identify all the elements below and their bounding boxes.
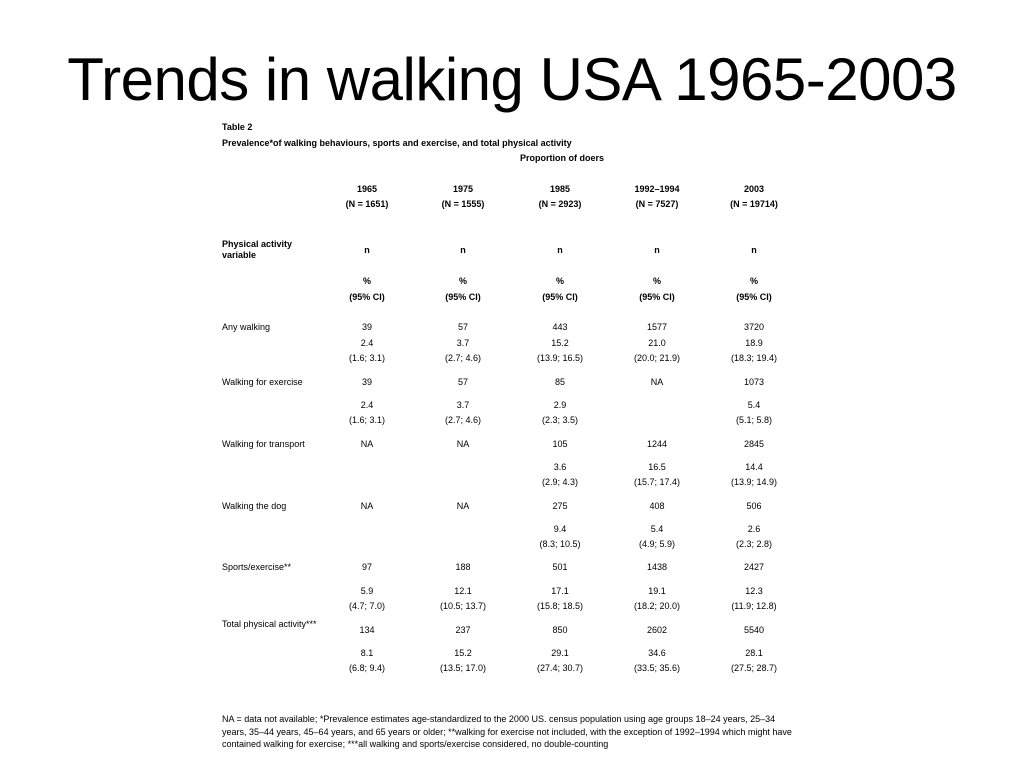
- cell-n: 97: [361, 562, 372, 572]
- column-ci-label: (95% CI): [445, 292, 481, 302]
- cell-pct: 16.5: [648, 462, 666, 472]
- cell-n: 443: [552, 322, 568, 332]
- column-ci-label: (95% CI): [542, 292, 578, 302]
- cell-n: 408: [649, 501, 665, 511]
- table-footnote: NA = data not available; *Prevalence estimates age-standardized to the 2000 US. census population using age groups 18–24 years, 25–34 years, 35–44 years, 45–64 years, and 65 years or older; **walking for exercise not included, with the exception of 1992–1994 which might have contained walking for exercise; ***all walking and sports/exercise considered, no double-counting: [222, 714, 792, 749]
- column-year: 1992–1994: [634, 184, 680, 194]
- cell-ci: (4.9; 5.9): [638, 539, 676, 549]
- column-sample-size: (N = 2923): [538, 199, 582, 209]
- row-label: Any walking: [222, 322, 271, 332]
- cell-pct: 5.4: [747, 400, 761, 410]
- cell-n: NA: [650, 377, 664, 387]
- slide-title: Trends in walking USA 1965-2003: [67, 46, 957, 113]
- column-sample-size: (N = 1555): [441, 199, 485, 209]
- cell-pct: 2.4: [360, 338, 374, 348]
- table-label: Table 2: [222, 122, 253, 132]
- cell-n: 237: [455, 625, 471, 635]
- cell-ci: (2.3; 2.8): [735, 539, 773, 549]
- cell-n: 105: [552, 439, 568, 449]
- cell-n: NA: [456, 439, 470, 449]
- cell-pct: 15.2: [454, 648, 472, 658]
- span-header: Proportion of doers: [520, 153, 604, 163]
- cell-pct: 29.1: [551, 648, 569, 658]
- cell-n: 5540: [743, 625, 765, 635]
- row-label: Walking for transport: [222, 439, 305, 449]
- cell-pct: 12.1: [454, 586, 472, 596]
- cell-ci: (13.9; 14.9): [730, 477, 778, 487]
- cell-ci: (13.5; 17.0): [439, 663, 487, 673]
- cell-n: 57: [457, 322, 468, 332]
- cell-ci: (2.3; 3.5): [541, 415, 579, 425]
- cell-pct: 19.1: [648, 586, 666, 596]
- cell-ci: (2.9; 4.3): [541, 477, 579, 487]
- cell-pct: 28.1: [745, 648, 763, 658]
- cell-pct: 2.4: [360, 400, 374, 410]
- column-pct-label: %: [555, 276, 564, 286]
- cell-ci: (10.5; 13.7): [439, 601, 487, 611]
- column-sample-size: (N = 7527): [635, 199, 679, 209]
- cell-ci: (2.7; 4.6): [444, 353, 482, 363]
- cell-pct: 17.1: [551, 586, 569, 596]
- column-pct-label: %: [749, 276, 758, 286]
- cell-pct: 21.0: [648, 338, 666, 348]
- cell-ci: (1.6; 3.1): [348, 353, 386, 363]
- row-label: Walking the dog: [222, 501, 287, 511]
- cell-pct: 34.6: [648, 648, 666, 658]
- cell-n: 188: [455, 562, 471, 572]
- cell-n: 1244: [646, 439, 668, 449]
- cell-pct: 9.4: [553, 524, 567, 534]
- column-year: 1985: [549, 184, 571, 194]
- cell-pct: 12.3: [745, 586, 763, 596]
- cell-pct: 14.4: [745, 462, 763, 472]
- cell-n: 39: [361, 322, 372, 332]
- cell-ci: (27.4; 30.7): [536, 663, 584, 673]
- variable-header: Physical activity variable: [222, 239, 293, 260]
- cell-pct: 2.9: [553, 400, 567, 410]
- cell-pct: 8.1: [360, 648, 374, 658]
- column-sample-size: (N = 1651): [345, 199, 389, 209]
- cell-n: 501: [552, 562, 568, 572]
- cell-n: NA: [360, 439, 374, 449]
- cell-ci: (15.7; 17.4): [633, 477, 681, 487]
- cell-n: NA: [456, 501, 470, 511]
- cell-n: 1438: [646, 562, 668, 572]
- cell-ci: (11.9; 12.8): [731, 601, 777, 611]
- cell-n: 2602: [646, 625, 668, 635]
- row-label: Sports/exercise**: [222, 562, 292, 572]
- row-label: Total physical activity***: [222, 619, 317, 629]
- column-sample-size: (N = 19714): [730, 199, 778, 209]
- cell-n: 2427: [743, 562, 765, 572]
- cell-ci: (2.7; 4.6): [444, 415, 482, 425]
- column-ci-label: (95% CI): [349, 292, 385, 302]
- cell-pct: 18.9: [745, 338, 763, 348]
- cell-ci: (5.1; 5.8): [735, 415, 773, 425]
- column-ci-label: (95% CI): [736, 292, 772, 302]
- column-n-label: n: [557, 245, 563, 255]
- cell-n: 850: [552, 625, 568, 635]
- cell-ci: (1.6; 3.1): [348, 415, 386, 425]
- cell-ci: (27.5; 28.7): [730, 663, 778, 673]
- cell-pct: 3.6: [553, 462, 567, 472]
- cell-n: 275: [552, 501, 568, 511]
- cell-ci: (18.2; 20.0): [633, 601, 681, 611]
- column-pct-label: %: [652, 276, 661, 286]
- cell-n: 1577: [646, 322, 668, 332]
- cell-ci: (4.7; 7.0): [348, 601, 386, 611]
- cell-n: 3720: [743, 322, 765, 332]
- cell-n: 506: [746, 501, 762, 511]
- cell-n: 57: [457, 377, 468, 387]
- column-n-label: n: [460, 245, 466, 255]
- column-n-label: n: [751, 245, 757, 255]
- cell-n: 39: [361, 377, 372, 387]
- column-n-label: n: [654, 245, 660, 255]
- cell-n: 1073: [743, 377, 765, 387]
- cell-n: NA: [360, 501, 374, 511]
- cell-ci: (8.3; 10.5): [539, 539, 581, 549]
- row-label: Walking for exercise: [222, 377, 303, 387]
- cell-pct: 3.7: [456, 338, 470, 348]
- column-year: 2003: [743, 184, 765, 194]
- cell-n: 85: [554, 377, 565, 387]
- cell-ci: (20.0; 21.9): [633, 353, 681, 363]
- column-year: 1965: [356, 184, 378, 194]
- cell-pct: 15.2: [551, 338, 569, 348]
- cell-ci: (13.9; 16.5): [536, 353, 584, 363]
- cell-ci: (33.5; 35.6): [633, 663, 681, 673]
- column-ci-label: (95% CI): [639, 292, 675, 302]
- cell-ci: (15.8; 18.5): [536, 601, 584, 611]
- cell-ci: (6.8; 9.4): [348, 663, 386, 673]
- column-pct-label: %: [362, 276, 371, 286]
- cell-ci: (18.3; 19.4): [730, 353, 778, 363]
- cell-n: 2845: [743, 439, 765, 449]
- table-caption: Prevalence*of walking behaviours, sports and exercise, and total physical activity: [222, 138, 572, 148]
- cell-pct: 3.7: [456, 400, 470, 410]
- cell-pct: 2.6: [747, 524, 761, 534]
- column-n-label: n: [364, 245, 370, 255]
- column-pct-label: %: [458, 276, 467, 286]
- cell-pct: 5.4: [650, 524, 664, 534]
- column-year: 1975: [452, 184, 474, 194]
- cell-pct: 5.9: [360, 586, 374, 596]
- cell-n: 134: [359, 625, 375, 635]
